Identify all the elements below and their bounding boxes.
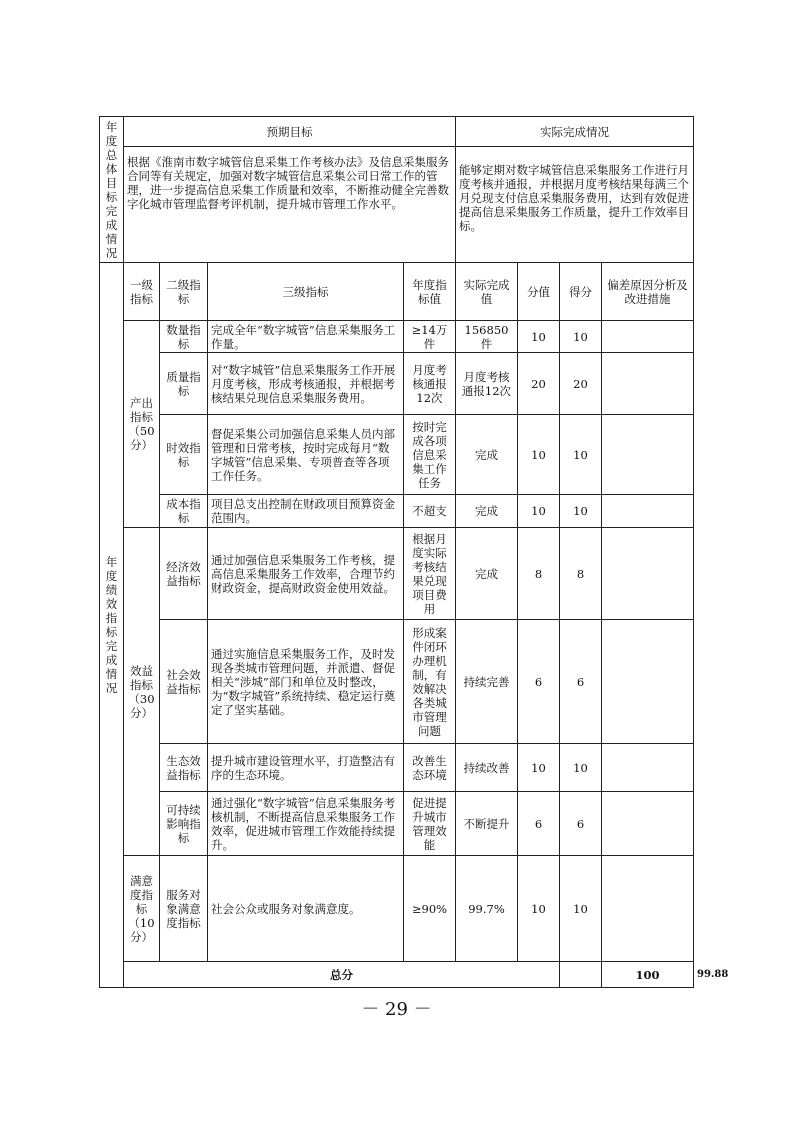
analysis-cell bbox=[602, 415, 694, 495]
level3-cell: 通过加强信息采集服务工作考核，提高信息采集服务工作效率，合理节约财政资金，提高财政资金使用效益。 bbox=[208, 528, 404, 620]
actual-cell: 完成 bbox=[456, 528, 518, 620]
table-row bbox=[100, 744, 694, 792]
header-level3: 三级指标 bbox=[208, 263, 404, 321]
level2-cell: 社会效益指标 bbox=[160, 620, 208, 744]
actual-text: 能够定期对数字城管信息采集服务工作进行月度考核并通报，并根据月度考核结果每满三个月兑现支付信息采集服务费用，达到有效促进提高信息采集服务工作质量，提升工作效率目标。 bbox=[456, 147, 694, 263]
analysis-cell bbox=[602, 744, 694, 792]
level2-cell: 数量指标 bbox=[160, 321, 208, 353]
perf-section-label: 年度绩效指标完成情况 bbox=[100, 263, 124, 988]
score-cell: 10 bbox=[560, 415, 602, 495]
level2-cell: 成本指标 bbox=[160, 495, 208, 528]
weight-cell: 6 bbox=[518, 792, 560, 856]
analysis-cell bbox=[602, 353, 694, 415]
level2-cell: 可持续影响指标 bbox=[160, 792, 208, 856]
analysis-cell bbox=[602, 495, 694, 528]
target-cell: 月度考核通报12次 bbox=[404, 353, 456, 415]
performance-table bbox=[99, 116, 729, 988]
target-cell: 按时完成各项信息采集工作任务 bbox=[404, 415, 456, 495]
target-cell: 不超支 bbox=[404, 495, 456, 528]
actual-cell: 完成 bbox=[456, 495, 518, 528]
weight-cell: 10 bbox=[518, 415, 560, 495]
level3-cell: 通过实施信息采集服务工作，及时发现各类城市管理问题，并派遣、督促相关“涉城”部门和单位及时整改，为“数字城管”系统持续、稳定运行奠定了坚实基础。 bbox=[208, 620, 404, 744]
weight-cell: 10 bbox=[518, 856, 560, 962]
group-label: 效益指标（30分） bbox=[124, 528, 160, 856]
total-row: 总分 100 99.88 bbox=[100, 962, 694, 988]
actual-cell: 156850件 bbox=[456, 321, 518, 353]
weight-cell: 10 bbox=[518, 744, 560, 792]
level3-cell: 通过强化“数字城管”信息采集服务考核机制，不断提高信息采集服务工作效率，促进城市管理工作效能持续提升。 bbox=[208, 792, 404, 856]
header-target: 年度指标值 bbox=[404, 263, 456, 321]
table-row bbox=[100, 321, 694, 353]
header-level1: 一级指标 bbox=[124, 263, 160, 321]
score-cell: 8 bbox=[560, 528, 602, 620]
table-row bbox=[100, 528, 694, 620]
target-cell: 促进提升城市管理效能 bbox=[404, 792, 456, 856]
weight-cell: 6 bbox=[518, 620, 560, 744]
score-cell: 10 bbox=[560, 744, 602, 792]
group-label: 产出指标（50分） bbox=[124, 321, 160, 528]
header-score: 得分 bbox=[560, 263, 602, 321]
level2-cell: 时效指标 bbox=[160, 415, 208, 495]
score-cell: 6 bbox=[560, 792, 602, 856]
score-cell: 10 bbox=[560, 321, 602, 353]
level3-cell: 对“数字城管”信息采集服务工作开展月度考核，形成考核通报，并根据考核结果兑现信息采集服务费用。 bbox=[208, 353, 404, 415]
actual-cell: 不断提升 bbox=[456, 792, 518, 856]
table-row bbox=[100, 415, 694, 495]
target-cell: 形成案件闭环办理机制，有效解决各类城市管理问题 bbox=[404, 620, 456, 744]
target-cell: ≥14万件 bbox=[404, 321, 456, 353]
weight-cell: 10 bbox=[518, 321, 560, 353]
target-cell: ≥90% bbox=[404, 856, 456, 962]
level2-cell: 经济效益指标 bbox=[160, 528, 208, 620]
level2-cell: 服务对象满意度指标 bbox=[160, 856, 208, 962]
analysis-cell bbox=[602, 321, 694, 353]
weight-cell: 8 bbox=[518, 528, 560, 620]
level3-cell: 督促采集公司加强信息采集人员内部管理和日常考核，按时完成每月“数字城管”信息采集、专项普查等各项工作任务。 bbox=[208, 415, 404, 495]
actual-cell: 完成 bbox=[456, 415, 518, 495]
expected-header: 预期目标 bbox=[124, 117, 456, 147]
table-row bbox=[100, 792, 694, 856]
overall-section-label: 年度总体目标完成情况 bbox=[100, 117, 124, 263]
level3-cell: 社会公众或服务对象满意度。 bbox=[208, 856, 404, 962]
weight-cell: 10 bbox=[518, 495, 560, 528]
score-cell: 6 bbox=[560, 620, 602, 744]
header-level2: 二级指标 bbox=[160, 263, 208, 321]
target-cell: 改善生态环境 bbox=[404, 744, 456, 792]
table-row bbox=[100, 495, 694, 528]
header-weight: 分值 bbox=[518, 263, 560, 321]
total-weight: 100 bbox=[602, 962, 694, 988]
score-cell: 20 bbox=[560, 353, 602, 415]
analysis-cell bbox=[602, 528, 694, 620]
total-label: 总分 bbox=[124, 962, 560, 988]
page-number: － 29 － bbox=[361, 999, 432, 1020]
level2-cell: 生态效益指标 bbox=[160, 744, 208, 792]
analysis-cell bbox=[602, 792, 694, 856]
actual-header: 实际完成情况 bbox=[456, 117, 694, 147]
score-cell: 10 bbox=[560, 495, 602, 528]
analysis-cell bbox=[602, 856, 694, 962]
actual-cell: 持续完善 bbox=[456, 620, 518, 744]
actual-cell: 月度考核通报12次 bbox=[456, 353, 518, 415]
table-row bbox=[100, 353, 694, 415]
group-label: 满意度指标（10分） bbox=[124, 856, 160, 962]
weight-cell: 20 bbox=[518, 353, 560, 415]
analysis-cell bbox=[602, 620, 694, 744]
level3-cell: 完成全年“数字城管”信息采集服务工作量。 bbox=[208, 321, 404, 353]
total-actual bbox=[560, 962, 602, 988]
level3-cell: 提升城市建设管理水平，打造整洁有序的生态环境。 bbox=[208, 744, 404, 792]
actual-cell: 持续改善 bbox=[456, 744, 518, 792]
table-row bbox=[100, 856, 694, 962]
header-actual: 实际完成值 bbox=[456, 263, 518, 321]
level3-cell: 项目总支出控制在财政项目预算资金范围内。 bbox=[208, 495, 404, 528]
expected-text: 根据《淮南市数字城管信息采集工作考核办法》及信息采集服务合同等有关规定，加强对数字城管信息采集公司日常工作的管理，进一步提高信息采集工作质量和效率，不断推动健全完善数字化城市管理监督考评机制，提升城市管理工作水平。 bbox=[124, 147, 456, 263]
level2-cell: 质量指标 bbox=[160, 353, 208, 415]
score-cell: 10 bbox=[560, 856, 602, 962]
actual-cell: 99.7% bbox=[456, 856, 518, 962]
target-cell: 根据月度实际考核结果兑现项目费用 bbox=[404, 528, 456, 620]
table-row bbox=[100, 620, 694, 744]
header-analysis: 偏差原因分析及改进措施 bbox=[602, 263, 694, 321]
